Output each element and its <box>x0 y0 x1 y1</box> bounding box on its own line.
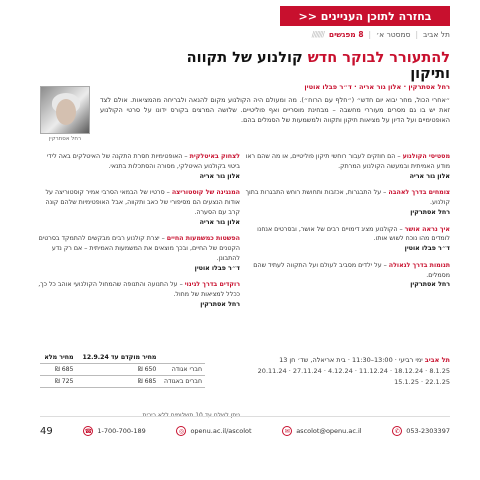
session-item <box>245 152 450 181</box>
table-row <box>40 364 205 376</box>
price-table <box>40 352 205 388</box>
session-item <box>35 280 240 309</box>
lecturer-names: רחל אסתרקין · אלון גור אריה · ד״ר פבלו אוטין <box>304 83 450 91</box>
session-text: – סרטיו של הבמאי הסרבי אמיר קוסטוריצה על אודות הנצעים הם מסיפורי של כאב ותקווה, אבל האופטימיות שלהם קונה קרב עם הסערה. <box>45 189 240 216</box>
crumb-sessions: 8 מפגשים <box>328 30 364 39</box>
session-text: – יצרת קולנוע רבים מבקשים להתמקד בסרטים הקטנים של החיים, ובכך מוצאים את המשמעות האמיתית – אם רק נדע להתבונן. <box>38 235 240 262</box>
title-rest: קולנוע של תקווה ותיקון <box>186 50 450 82</box>
page-title <box>160 50 450 82</box>
session-speaker: רחל אסתרקין <box>410 281 450 289</box>
session-item <box>245 225 450 254</box>
price-cell: חברים באגודה <box>159 376 205 388</box>
schedule-dates: 22.1.25 · 15.1.25 <box>394 378 450 387</box>
schedule-dates: 8.1.25 · 18.12.24 · 11.12.24 · 4.12.24 · 27.11.24 · 20.11.24 <box>257 367 450 376</box>
session-text: – האופטימיות חסרת התקנה של האיטלקים באה לידי ביטוי בקולנוע האיטלקי, מסורה והסתכלות בתנאי. <box>46 153 240 170</box>
session-title: לצחוק באיטלקית <box>189 153 240 160</box>
page-number: 49 <box>40 425 53 437</box>
session-item <box>35 234 240 273</box>
session-text: – על התבגרות, אכזבות ותחושת רוחש התבגרות בתוך קולנוע. <box>245 189 450 206</box>
footer <box>40 420 450 442</box>
price-header-cell <box>159 352 205 364</box>
footer-email[interactable] <box>282 426 361 436</box>
crumb-separator: | <box>415 30 419 39</box>
price-cell: 650 ₪ <box>77 364 160 376</box>
price-table-header <box>40 352 205 364</box>
sessions-column-right <box>245 152 450 297</box>
price-note: ניתן לשלם עד 10 תשלומים ללא ריבית. <box>140 412 240 419</box>
envelope-icon: ✉ <box>282 426 292 436</box>
footer-fax[interactable] <box>83 426 145 436</box>
schedule-location: תל אביב <box>424 356 450 364</box>
session-text: – הם חוזקים לעבור רוחשי תיקון פוליטיים, או מה שהם ראו מודע האמיתית ובמעשה הקולנוע המרתק. <box>245 153 450 170</box>
session-item <box>35 188 240 227</box>
session-item <box>245 261 450 290</box>
schedule-block <box>240 355 450 388</box>
crumb-semester: סמסטר א׳ <box>376 30 411 39</box>
price-cell: 685 ₪ <box>40 364 77 376</box>
session-speaker: רחל אסתרקין <box>200 300 240 308</box>
fax-number: 1-700-700-189 <box>97 427 146 435</box>
session-speaker: אלון גור אריה <box>409 172 450 180</box>
photo-face <box>56 99 76 125</box>
session-speaker: ד״ר פבלו אוטין <box>194 264 240 272</box>
whatsapp-icon: ✆ <box>392 426 402 436</box>
price-header-cell: מחיר מוקדם עד 12.9.24 <box>77 352 160 364</box>
session-title: הפשטות כמשמעות החיים <box>166 235 240 243</box>
session-title: רוקדים בדרך לגינוי <box>184 281 240 289</box>
session-title: צומחים בדרך לאהבה <box>388 189 450 197</box>
price-cell: 725 ₪ <box>40 376 77 388</box>
table-row <box>40 376 205 388</box>
session-speaker: ד״ר פבלו אוטין <box>404 245 450 252</box>
website-link: openu.ac.il/ascolot <box>190 427 252 435</box>
decorative-lines: //////// <box>311 30 324 39</box>
crumb-separator: | <box>368 30 372 39</box>
sessions-column-left <box>35 152 240 317</box>
price-cell: חברי אגודה <box>159 364 205 376</box>
lecturer-photo <box>40 86 90 134</box>
footer-phone[interactable] <box>392 426 450 436</box>
session-text: – על התנועה והתנופה שהמחול הקולנועי אוהב כל כך, ככלל למציאות של מחול. <box>38 281 240 298</box>
session-text: – על ילדים מסביב לעולם ועל התקווה לעתיד שהם מסמלים. <box>253 261 450 279</box>
photo-caption: רחל אסתרקין <box>48 136 82 142</box>
course-intro: ״אחרי הכול, מחר יבוא יום חדש״ (״חלף עם הרוח״). מה ומעולם היה הקולנוע מקום להנאה ולבריחה מהמציאות. אולם לצד זאת יש בו גם מסרים מעוררי מחשבה – מבחינת מוסריים ואף פוליטיים. שלושה המרצים בקורס ידונו על סרטי הקולנוע האופטימיים ועל הדיון על מציאות תיקון ותקווה ולמשמעות של הסמלים בהם. <box>100 96 450 125</box>
email-link: ascolot@openu.ac.il <box>296 427 362 435</box>
globe-icon: ◎ <box>176 426 186 436</box>
breadcrumb <box>312 30 450 39</box>
session-title: איך נראה אושר <box>404 225 450 233</box>
session-title: מסטיסי הקולנוע <box>402 153 450 160</box>
session-text: – הקולנוע מציג דימויים רבים של אושר, ובסרטים אנחנו לומדים מהו נוכח לשוש אותו. <box>257 225 450 243</box>
crumb-city: תל אביב <box>423 30 450 39</box>
session-speaker: אלון גור אריה <box>199 172 240 180</box>
title-accent: להתעורר לבוקר חדש <box>307 50 450 66</box>
session-speaker: רחל אסתרקין <box>410 208 450 216</box>
price-cell: 685 ₪ <box>77 376 160 388</box>
session-title: המנגינה של קוסטוריצה <box>171 189 240 197</box>
phone-number: 053-2303397 <box>406 427 450 435</box>
footer-divider <box>40 416 450 417</box>
back-to-contents-button[interactable]: בחזרה לתוכן העניינים << <box>280 6 450 26</box>
session-title: תנומות בדרך לגאולה <box>388 261 450 269</box>
price-header-cell: מחיר מלא <box>40 352 77 364</box>
schedule-slot: ימי רביעי · 13:00–11:30 · בית אריאלה, שד׳ חן 13 <box>279 356 423 364</box>
session-item <box>35 152 240 181</box>
session-item <box>245 188 450 217</box>
footer-web[interactable] <box>176 426 251 436</box>
session-speaker: אלון גור אריה <box>199 218 240 226</box>
phone-icon: ☎ <box>84 427 93 435</box>
